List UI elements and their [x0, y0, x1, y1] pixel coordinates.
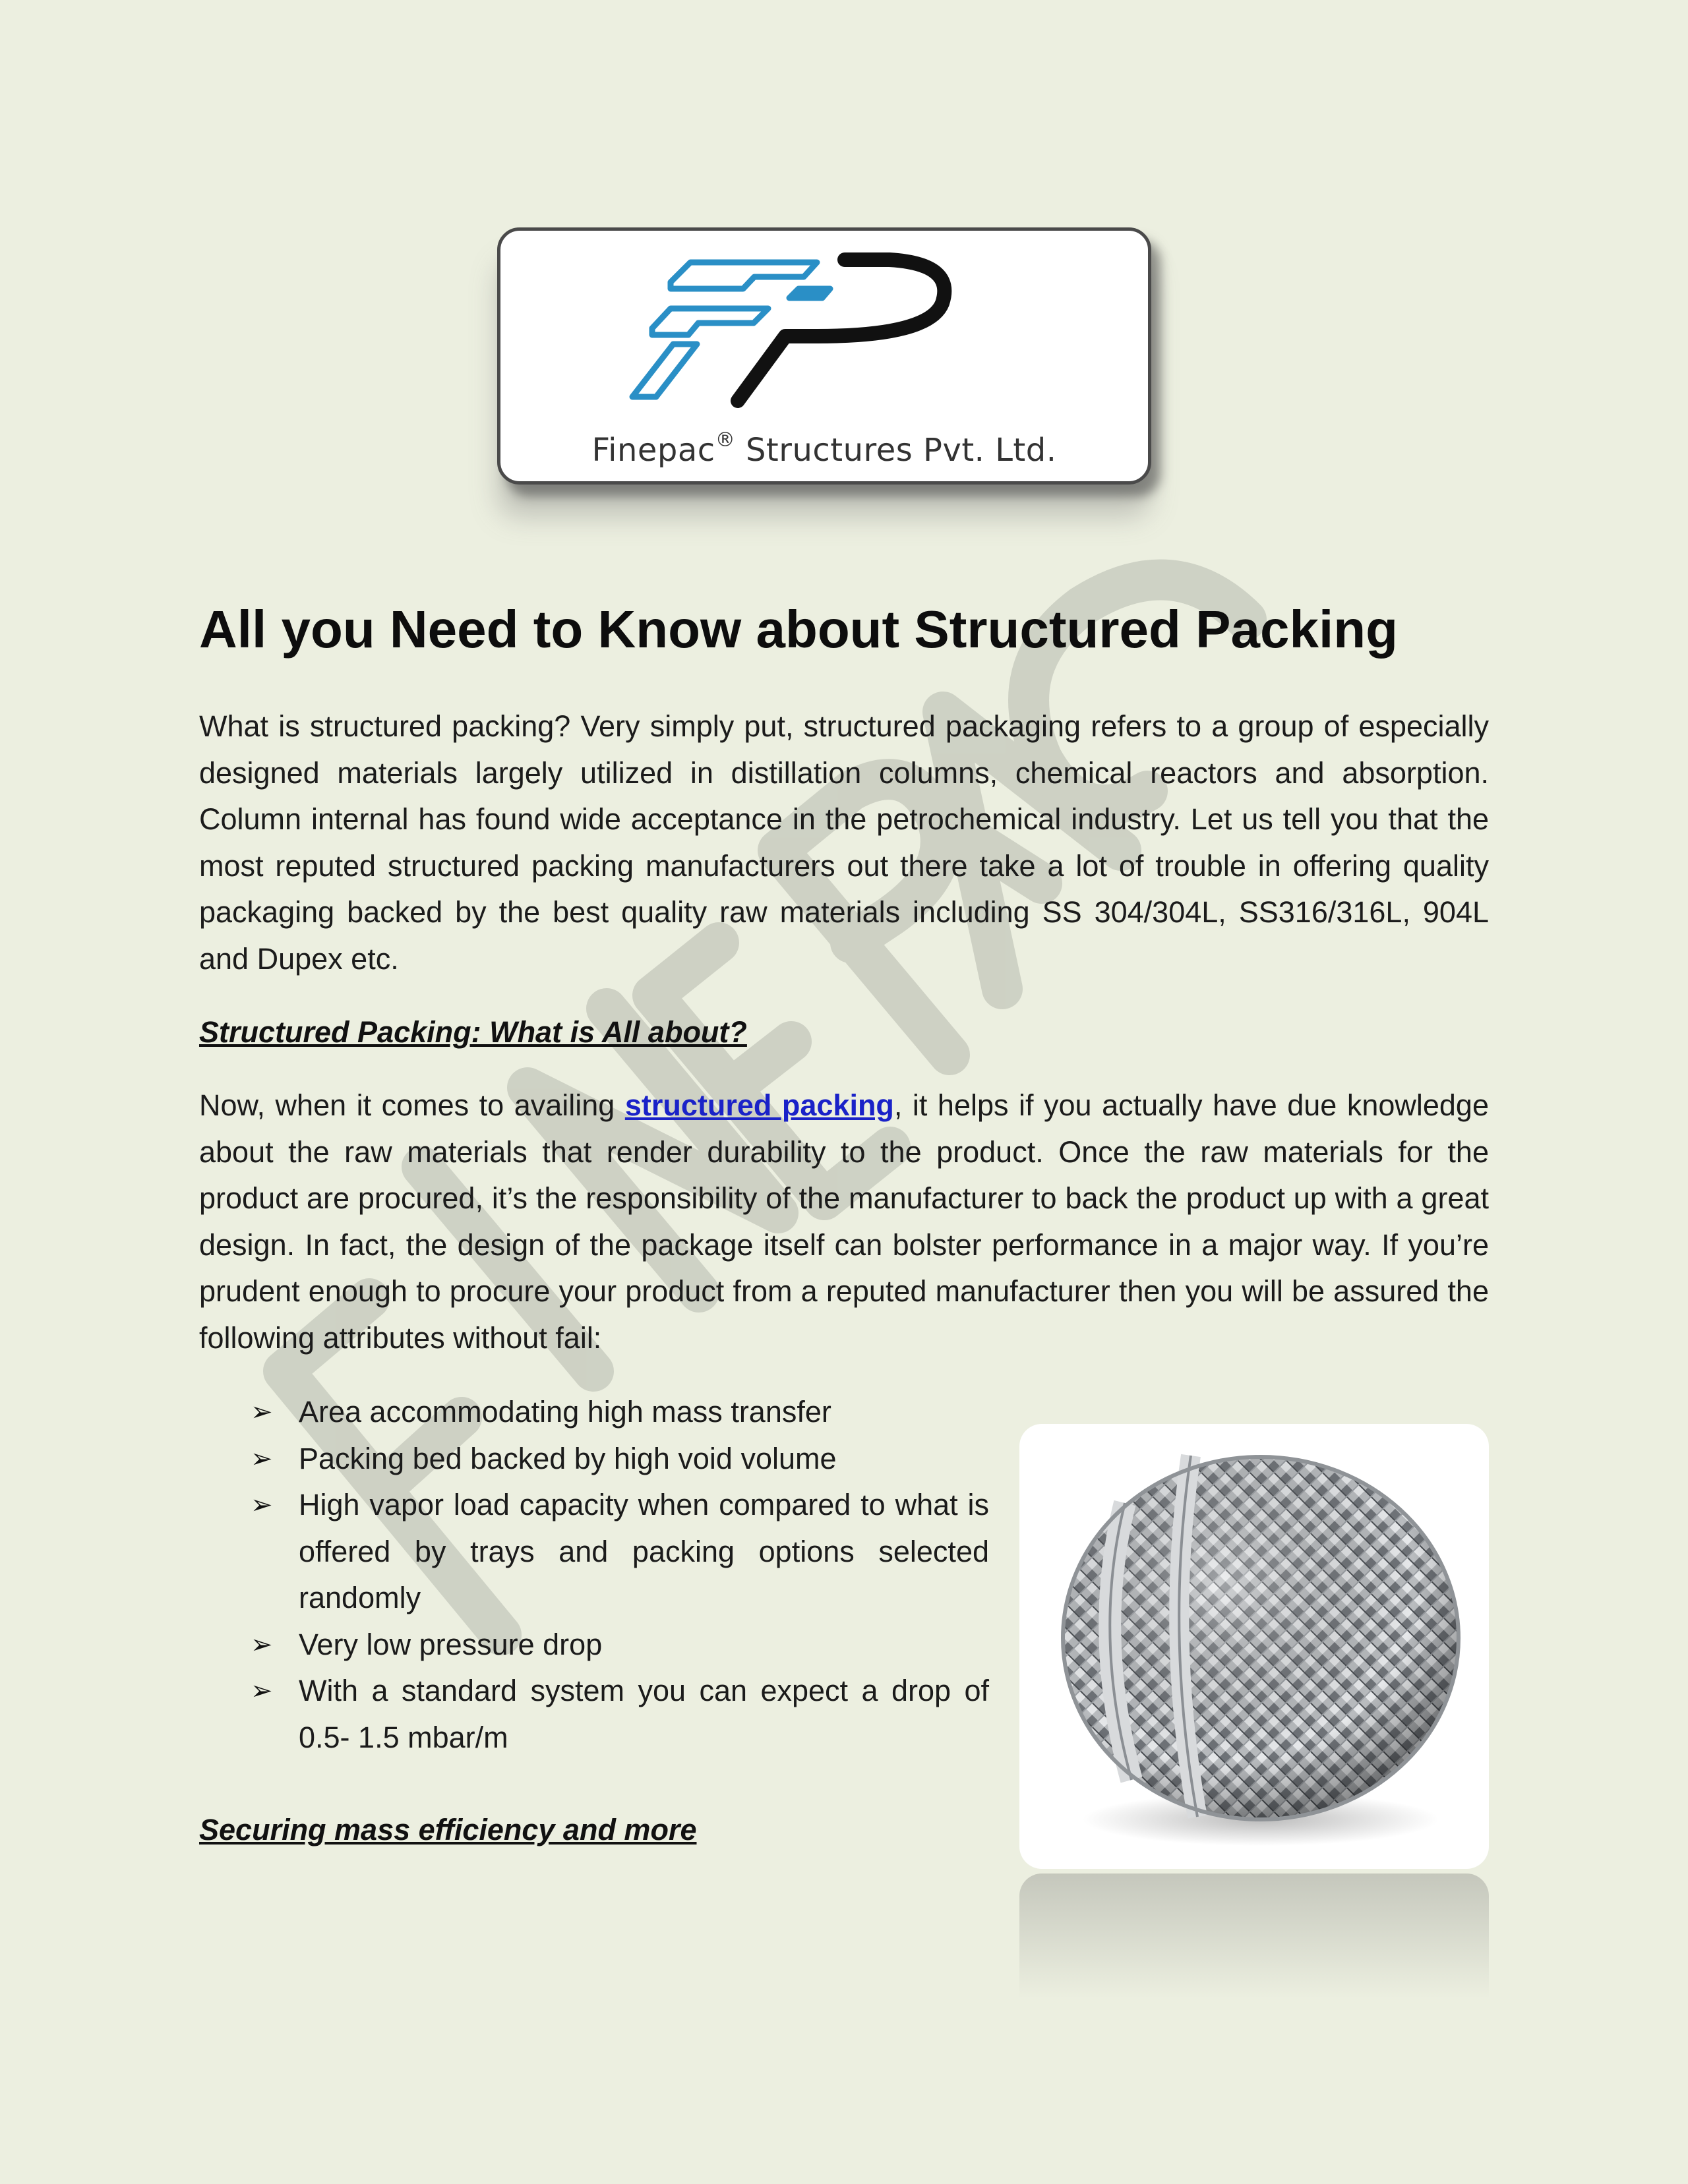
- paragraph-text-after-link: , it helps if you actually have due knowledge about the raw materials that render durability to the product. Once the raw materials for the product are procured, it’s the responsibility of the manufacturer to back the product up with a great design. In fact, the design of the package itself can bolster performance in a major way. If you’re prudent enough to procure your product from a reputed manufacturer then you will be assured the following attributes without fail:: [199, 1088, 1489, 1355]
- attributes-list: [251, 1389, 989, 1761]
- list-item: ➢ High vapor load capacity when compared to what is offered by trays and packing options selected randomly: [251, 1482, 989, 1622]
- company-name: Finepac® Structures Pvt. Ltd.: [591, 428, 1057, 469]
- arrowhead-bullet-icon: ➢: [251, 1676, 273, 1706]
- paragraph-text-before-link: Now, when it comes to availing: [199, 1088, 625, 1122]
- finepac-fp-logo-icon: [613, 251, 1035, 409]
- structured-packing-photo: [1019, 1424, 1489, 1869]
- intro-paragraph: What is structured packing? Very simply put, structured packaging refers to a group of especially designed materials largely utilized in distillation columns, chemical reactors and absorption. Column internal has found wide acceptance in the petrochemical industry. Let us tell you that the most reputed structured packing manufacturers out there take a lot of trouble in offering quality packaging backed by the best quality raw materials including SS 304/304L, SS316/316L, 904L and Dupex etc.: [199, 709, 1489, 976]
- section-heading-mass-efficiency: Securing mass efficiency and more: [199, 1813, 697, 1846]
- list-item: ➢ Packing bed backed by high void volume: [251, 1436, 989, 1483]
- section-paragraph: [199, 1082, 1489, 1361]
- company-logo-card: [497, 227, 1151, 485]
- arrowhead-bullet-icon: ➢: [251, 1443, 273, 1474]
- list-item: ➢ Very low pressure drop: [251, 1622, 989, 1668]
- arrowhead-bullet-icon: ➢: [251, 1490, 273, 1520]
- photo-reflection: [1019, 1874, 1489, 1999]
- section-heading-what-is: Structured Packing: What is All about?: [199, 1015, 747, 1049]
- list-item: ➢ Area accommodating high mass transfer: [251, 1389, 989, 1436]
- arrowhead-bullet-icon: ➢: [251, 1397, 273, 1427]
- structured-packing-link[interactable]: structured packing: [624, 1088, 894, 1122]
- arrowhead-bullet-icon: ➢: [251, 1629, 273, 1660]
- article-title: All you Need to Know about Structured Packing: [199, 600, 1398, 659]
- list-item: ➢ With a standard system you can expect a drop of 0.5- 1.5 mbar/m: [251, 1668, 989, 1761]
